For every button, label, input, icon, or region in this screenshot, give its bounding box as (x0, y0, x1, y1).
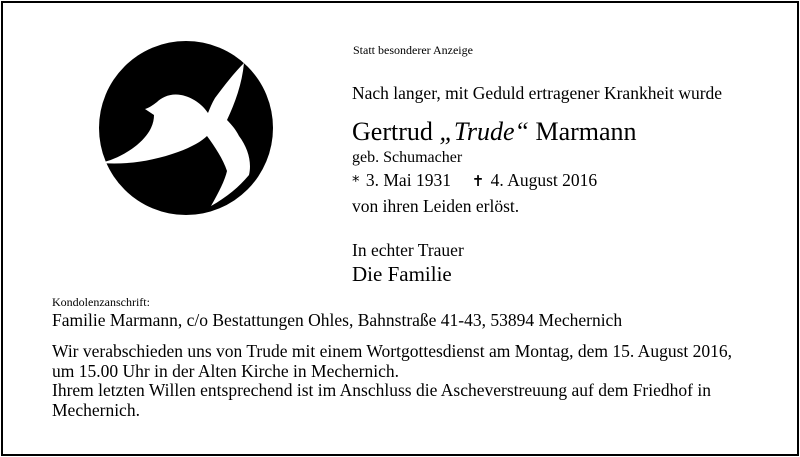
life-dates (352, 172, 597, 190)
dove-emblem-svg (99, 41, 273, 215)
maiden-name: geb. Schumacher (352, 149, 463, 166)
condolence-address: Familie Marmann, c/o Bestattungen Ohles, Bahnstraße 41-43, 53894 Mechernich (52, 310, 623, 330)
family-signature: Die Familie (352, 262, 452, 286)
first-name: Gertrud (352, 117, 433, 146)
last-name: Marmann (535, 117, 637, 146)
service-line: Wir verabschieden uns von Trude mit einem Wortgottesdienst am Montag, dem 15. August 2016, (52, 341, 732, 361)
birth-star-icon: * (352, 172, 360, 190)
dove-in-circle-icon (99, 41, 273, 215)
deceased-name (352, 119, 637, 145)
nickname: „Trude“ (439, 117, 529, 146)
notice-intro: Nach langer, mit Geduld ertragener Krankheit wurde (352, 83, 723, 103)
service-line: Ihrem letzten Willen entsprechend ist im Anschluss die Ascheverstreuung auf dem Friedhof in (52, 380, 711, 400)
relief-line: von ihren Leiden erlöst. (352, 196, 520, 216)
mourning-line: In echter Trauer (352, 240, 464, 260)
death-date: 4. August 2016 (490, 170, 598, 190)
service-line: um 15.00 Uhr in der Alten Kirche in Mechernich. (52, 360, 399, 381)
death-cross-icon: ✝ (471, 172, 485, 190)
condolence-label: Kondolenzanschrift: (52, 295, 150, 309)
service-paragraph (52, 342, 792, 420)
service-line: Mechernich. (52, 399, 140, 420)
notice-header: Statt besonderer Anzeige (353, 43, 473, 57)
birth-date: 3. Mai 1931 (365, 170, 451, 190)
